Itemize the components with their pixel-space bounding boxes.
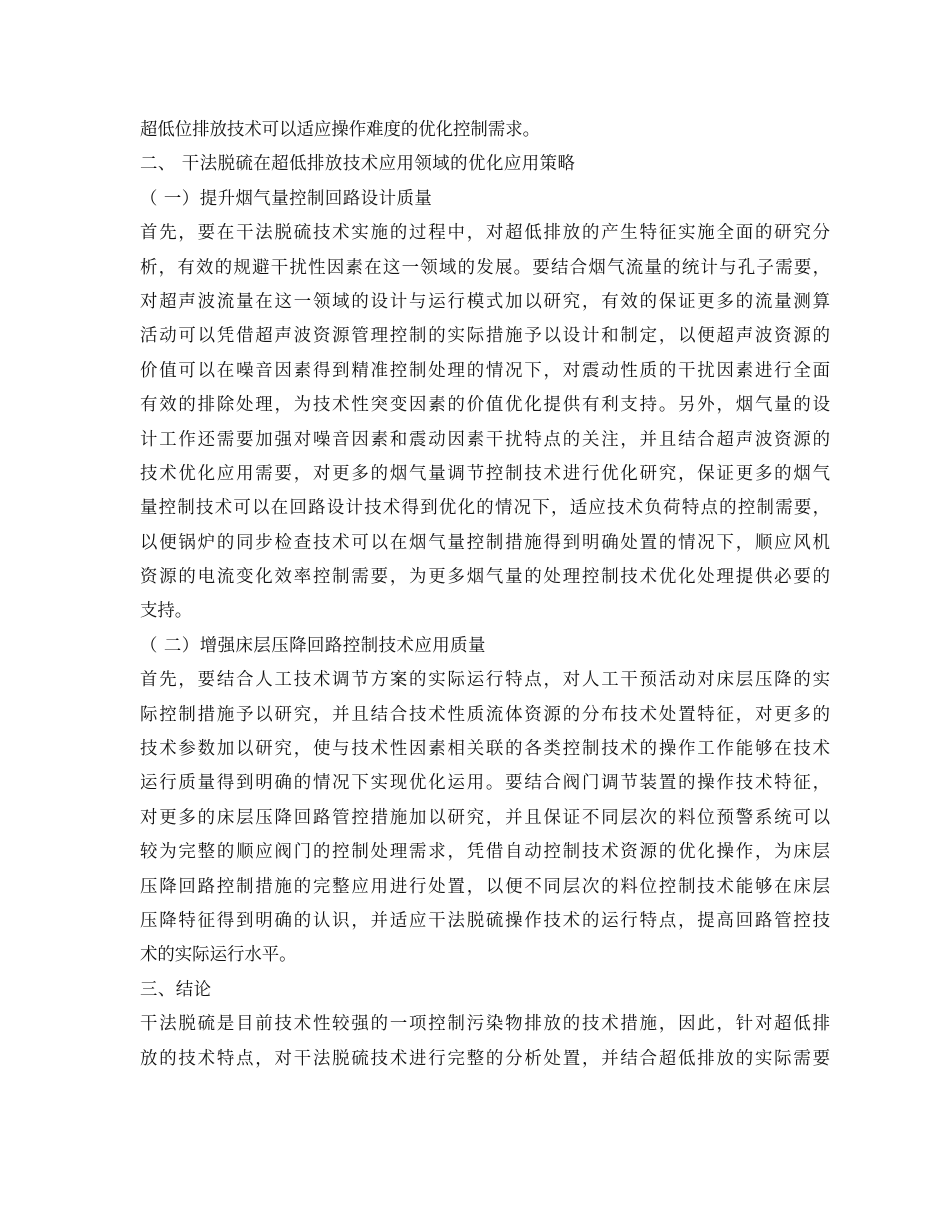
section-heading-3: 三、结论 (140, 979, 212, 1000)
section-heading-2: 二、 干法脱硫在超低排放技术应用领域的优化应用策略 (140, 154, 576, 175)
text-line-01: 超低位排放技术可以适应操作难度的优化控制需求。 (140, 120, 540, 140)
text-line-23: 压降回路控制措施的完整应用进行处置，以便不同层次的料位控制技术能够在床层 (140, 876, 830, 897)
document-body (140, 113, 830, 1076)
text-line-25: 术的实际运行水平。 (140, 945, 297, 966)
text-line-11: 技术优化应用需要，对更多的烟气量调节控制技术进行优化研究，保证更多的烟气 (140, 463, 830, 484)
text-line-19: 技术参数加以研究，使与技术性因素相关联的各类控制技术的操作工作能够在技术 (140, 739, 830, 760)
text-line-10: 计工作还需要加强对噪音因素和震动因素干扰特点的关注，并且结合超声波资源的 (140, 429, 830, 450)
text-line-12: 量控制技术可以在回路设计技术得到优化的情况下，适应技术负荷特点的控制需要， (140, 498, 830, 519)
text-line-04: 首先，要在干法脱硫技术实施的过程中，对超低排放的产生特征实施全面的研究分 (140, 223, 830, 244)
text-line-17: 首先，要结合人工技术调节方案的实际运行特点，对人工干预活动对床层压降的实 (140, 670, 830, 691)
text-line-09: 有效的排除处理，为技术性突变因素的价值优化提供有利支持。另外，烟气量的设 (140, 395, 830, 416)
text-line-27: 干法脱硫是目前技术性较强的一项控制污染物排放的技术措施，因此，针对超低排 (140, 1014, 830, 1035)
text-line-06: 对超声波流量在这一领域的设计与运行模式加以研究，有效的保证更多的流量测算 (140, 291, 830, 312)
text-line-05: 析，有效的规避干扰性因素在这一领域的发展。要结合烟气流量的统计与孔子需要， (140, 257, 830, 278)
text-line-28: 放的技术特点，对干法脱硫技术进行完整的分析处置，并结合超低排放的实际需要 (140, 1048, 830, 1069)
subsection-heading-2-2: （ 二）增强床层压降回路控制技术应用质量 (140, 635, 486, 656)
text-line-24: 压降特征得到明确的认识，并适应干法脱硫操作技术的运行特点，提高回路管控技 (140, 910, 830, 931)
text-line-22: 较为完整的顺应阀门的控制处理需求，凭借自动控制技术资源的优化操作，为床层 (140, 842, 830, 863)
text-line-14: 资源的电流变化效率控制需要，为更多烟气量的处理控制技术优化处理提供必要的 (140, 567, 830, 588)
subsection-heading-2-1: （ 一）提升烟气量控制回路设计质量 (140, 188, 433, 209)
text-line-15: 支持。 (140, 601, 193, 622)
text-line-07: 活动可以凭借超声波资源管理控制的实际措施予以设计和制定，以便超声波资源的 (140, 326, 830, 347)
text-line-13: 以便锅炉的同步检查技术可以在烟气量控制措施得到明确处置的情况下，顺应风机 (140, 532, 830, 553)
text-line-08: 价值可以在噪音因素得到精准控制处理的情况下，对震动性质的干扰因素进行全面 (140, 360, 830, 381)
text-line-18: 际控制措施予以研究，并且结合技术性质流体资源的分布技术处置特征，对更多的 (140, 704, 830, 725)
text-line-20: 运行质量得到明确的情况下实现优化运用。要结合阀门调节装置的操作技术特征， (140, 773, 830, 794)
text-line-21: 对更多的床层压降回路管控措施加以研究，并且保证不同层次的料位预警系统可以 (140, 807, 830, 828)
